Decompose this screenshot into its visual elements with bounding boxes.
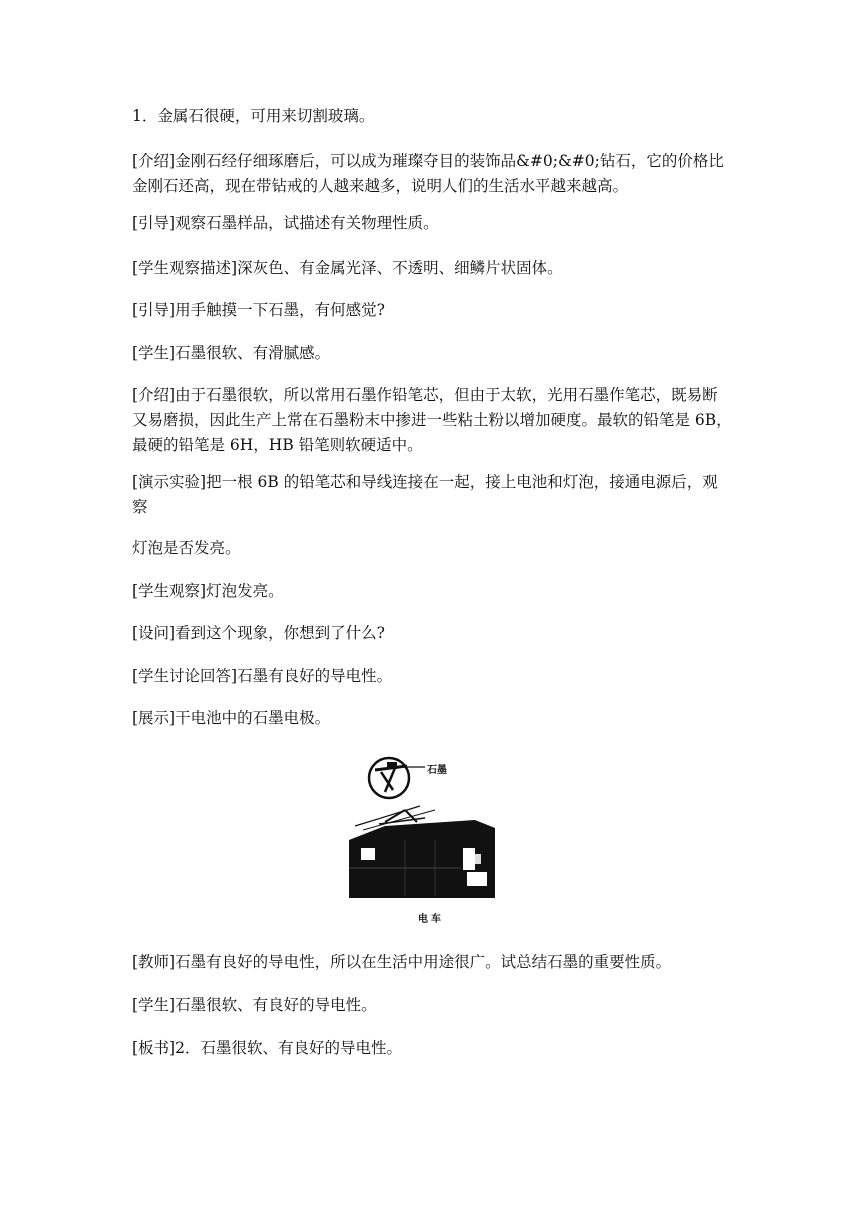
paragraph-student-summary: [学生]石墨很软、有良好的导电性。 xyxy=(132,996,377,1014)
paragraph-demo-experiment: [演示实验]把一根 6B 的铅笔芯和导线连接在一起，接上电池和灯泡，接通电源后，观察 xyxy=(132,473,718,516)
figure-caption: 电车 xyxy=(418,914,444,925)
paragraph-student-observe: [学生观察]灯泡发亮。 xyxy=(132,582,284,600)
paragraph-guide-observe: [引导]观察石墨样品，试描述有关物理性质。 xyxy=(132,214,439,232)
paragraph-intro-diamond: [介绍]金刚石经仔细琢磨后，可以成为璀璨夺目的装饰品&#0;&#0;钻石，它的价格比金刚石还高，现在带钻戒的人越来越多，说明人们的生活水平越来越高。 xyxy=(132,152,724,195)
graphite-label: 石墨 xyxy=(427,765,447,776)
paragraph-intro-pencil: [介绍]由于石墨很软，所以常用石墨作铅笔芯，但由于太软，光用石墨作笔芯，既易断又易磨损，因此生产上常在石墨粉末中掺进一些粘土粉以增加硬度。最软的铅笔是 6B，最硬的铅笔是 6H，HB 铅笔则软硬适中。 xyxy=(132,386,732,454)
paragraph-show-electrode: [展示]干电池中的石墨电极。 xyxy=(132,709,331,727)
paragraph-guide-touch: [引导]用手触摸一下石墨，有何感觉? xyxy=(132,301,385,319)
paragraph-bulb: 灯泡是否发亮。 xyxy=(132,539,241,557)
paragraph-student-soft: [学生]石墨很软、有滑腻感。 xyxy=(132,344,331,362)
paragraph-board-note: [板书]2．石墨很软、有良好的导电性。 xyxy=(132,1039,402,1057)
paragraph-teacher-summary: [教师]石墨有良好的导电性，所以在生活中用途很广。试总结石墨的重要性质。 xyxy=(132,953,672,971)
paragraph-question: [设问]看到这个现象，你想到了什么? xyxy=(132,624,385,642)
tram-figure xyxy=(345,748,517,930)
paragraph-student-describe: [学生观察描述]深灰色、有金属光泽、不透明、细鳞片状固体。 xyxy=(132,259,563,277)
paragraph-student-answer: [学生讨论回答]石墨有良好的导电性。 xyxy=(132,667,393,685)
paragraph-diamond-hard: 1．金属石很硬，可用来切割玻璃。 xyxy=(132,107,375,125)
